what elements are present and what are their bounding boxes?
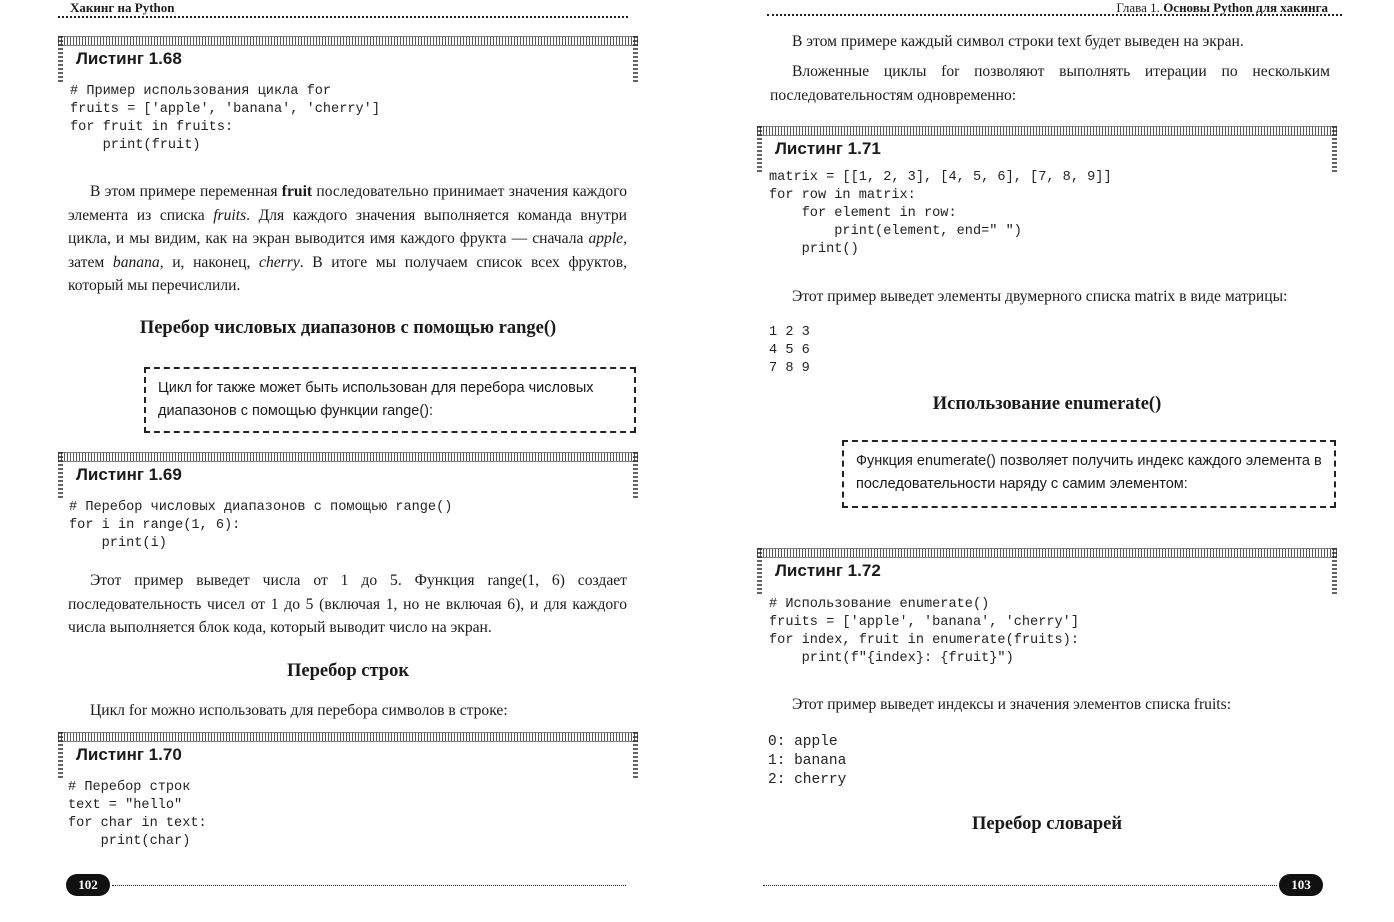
listing-frame [58, 36, 638, 46]
listing-title: Листинг 1.70 [76, 745, 182, 764]
listing-frame [757, 126, 1337, 136]
note-box: Цикл for также может быть использован для перебора числовых диапазонов с помощью функции range(): [144, 367, 636, 433]
right-page [697, 0, 1394, 922]
code-block: matrix = [[1, 2, 3], [4, 5, 6], [7, 8, 9]] for row in matrix: for element in row: print(element, end=" ") print() [769, 170, 1112, 257]
paragraph: Этот пример выведет числа от 1 до 5. Функция range(1, 6) создает последовательность чисел от 1 до 5 (включая 1, но не включая 6), и для каждого числа выполняется блок кода, который выводит число на экран. [68, 572, 627, 637]
listing-frame-right [633, 36, 638, 82]
section-heading: Перебор строк [287, 661, 409, 681]
output-block: 1 2 3 4 5 6 7 8 9 [769, 325, 810, 376]
listing-frame-left [58, 452, 63, 498]
paragraph: Этот пример выведет элементы двумерного списка matrix в виде матрицы: [792, 288, 1288, 305]
listing-title: Листинг 1.69 [76, 465, 182, 484]
paragraph: Этот пример выведет индексы и значения элементов списка fruits: [792, 696, 1232, 713]
footer-rule [763, 885, 1277, 886]
listing-frame-left [58, 36, 63, 82]
paragraph: Цикл for можно использовать для перебора символов в строке: [90, 702, 508, 719]
listing-frame-right [1332, 126, 1337, 172]
note-box: Функция enumerate() позволяет получить индекс каждого элемента в последовательности наряду с самим элементом: [842, 440, 1336, 508]
listing-frame-left [757, 548, 762, 594]
section-heading: Перебор словарей [971, 814, 1123, 834]
code-block: # Пример использования цикла for fruits = ['apple', 'banana', 'cherry'] for fruit in fruits: print(fruit) [70, 84, 380, 153]
running-head: Глава 1. Основы Python для хакинга [1116, 0, 1328, 15]
listing-frame [58, 732, 638, 742]
listing-title: Листинг 1.71 [775, 139, 881, 158]
listing-header-1-69 [58, 452, 638, 502]
listing-frame [757, 548, 1337, 558]
paragraph: Вложенные циклы for позволяют выполнять итерации по нескольким последовательностям одновременно: [770, 63, 1330, 104]
code-block: # Перебор числовых диапазонов с помощью range() for i in range(1, 6): print(i) [69, 500, 453, 551]
listing-header-1-72 [757, 548, 1337, 598]
footer-rule [112, 885, 626, 886]
header-rule [767, 14, 1342, 16]
paragraph: В этом примере каждый символ строки text будет выведен на экран. [792, 33, 1244, 50]
header-rule [58, 16, 628, 18]
listing-header-1-68 [58, 36, 638, 86]
section-heading: Перебор числовых диапазонов с помощью range() [139, 318, 557, 338]
listing-title: Листинг 1.72 [775, 561, 881, 580]
listing-title: Листинг 1.68 [76, 49, 182, 68]
listing-frame-right [1332, 548, 1337, 594]
listing-frame-left [58, 732, 63, 778]
page-number: 103 [1279, 874, 1323, 896]
listing-frame-right [633, 732, 638, 778]
paragraph: В этом примере переменная fruit последовательно принимает значения каждого элемента из списка fruits. Для каждого значения выполняется команда внутри цикла, и мы видим, как на экран выводится имя каждого фрукта — сначала apple, затем banana, и, наконец, cherry. В итоге мы получаем список всех фруктов, который мы перечислили. [68, 183, 627, 295]
listing-frame [58, 452, 638, 462]
running-head: Хакинг на Python [70, 0, 175, 15]
listing-frame-right [633, 452, 638, 498]
listing-header-1-70 [58, 732, 638, 782]
output-block: 0: apple 1: banana 2: cherry [768, 734, 847, 788]
section-heading: Использование enumerate() [932, 394, 1162, 414]
code-block: # Использование enumerate() fruits = ['apple', 'banana', 'cherry'] for index, fruit in enumerate(fruits): print(f"{index}: {fruit}") [769, 597, 1079, 666]
listing-frame-left [757, 126, 762, 172]
page-number: 102 [66, 874, 110, 896]
code-block: # Перебор строк text = "hello" for char in text: print(char) [68, 780, 207, 849]
